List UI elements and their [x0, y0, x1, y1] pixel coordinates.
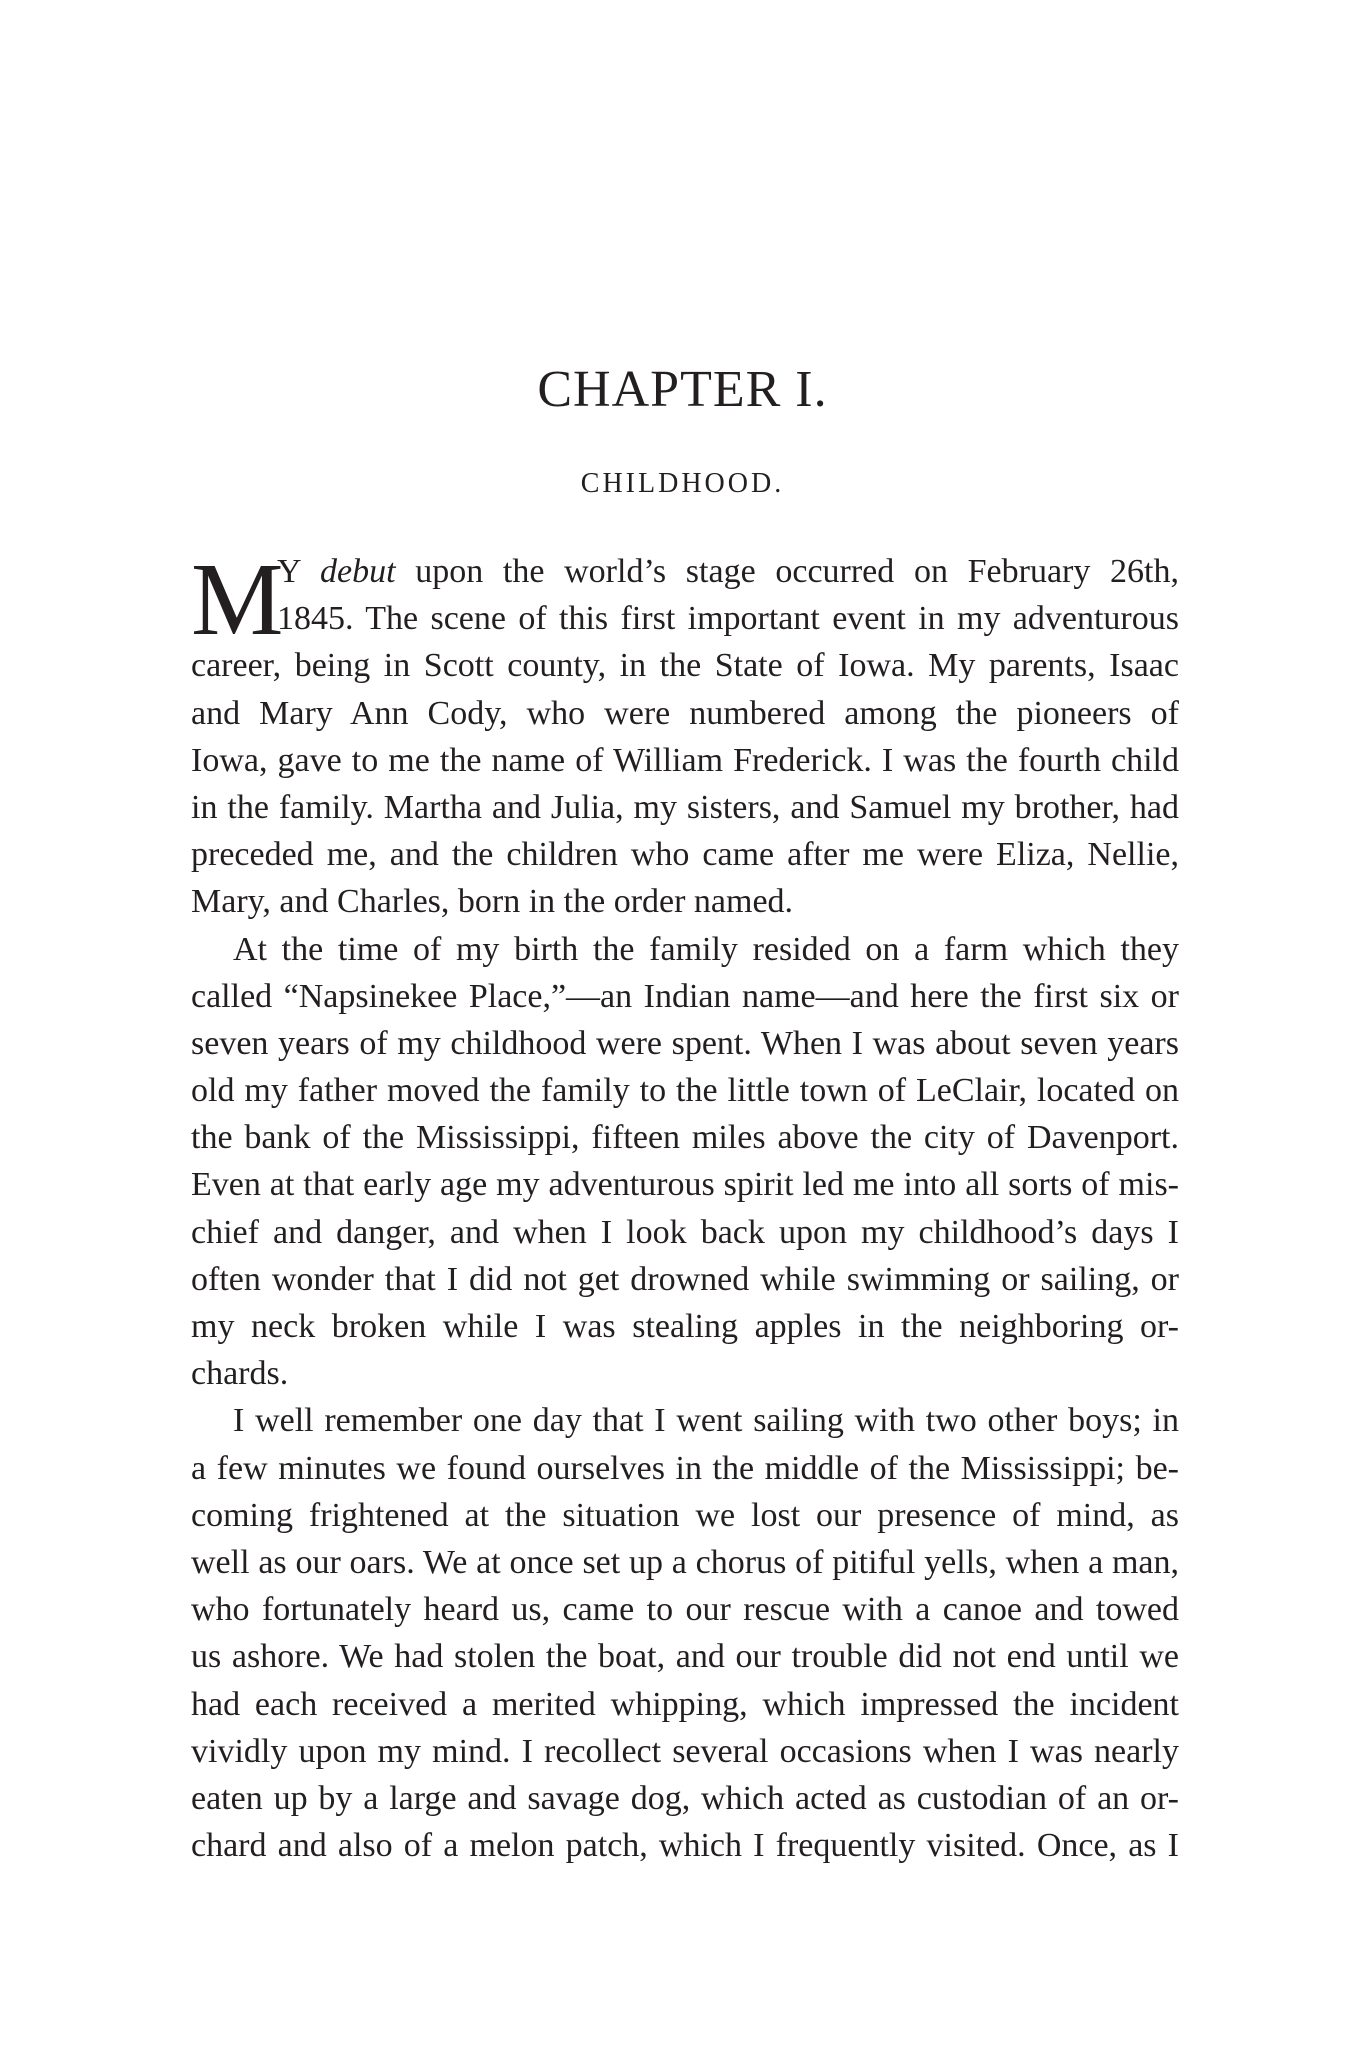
text-line: my neck broken while I was stealing apples in the neighboring or-: [191, 1308, 1179, 1345]
text-line: often wonder that I did not get drowned while swimming or sailing, or: [191, 1260, 1179, 1298]
text-line: Y debut upon the world’s stage occurred on February 26th,: [277, 553, 1179, 590]
text-line: preceded me, and the children who came after me were Eliza, Nellie,: [191, 836, 1179, 874]
drop-cap: M: [191, 542, 284, 657]
text-line: Iowa, gave to me the name of William Frederick. I was the fourth child: [191, 741, 1179, 779]
body-text: [191, 542, 1179, 1869]
text-line: the bank of the Mississippi, fifteen miles above the city of Davenport.: [191, 1119, 1179, 1157]
text-line: called “Napsinekee Place,”—an Indian name—and here the first six or: [191, 977, 1179, 1015]
text-line: Even at that early age my adventurous spirit led me into all sorts of mis-: [191, 1166, 1179, 1204]
text-line: career, being in Scott county, in the State of Iowa. My parents, Isaac: [191, 647, 1179, 685]
text-line: old my father moved the family to the little town of LeClair, located on: [191, 1072, 1179, 1110]
text-line: 1845. The scene of this first important event in my adventurous: [277, 600, 1179, 638]
text-line: I well remember one day that I went sailing with two other boys; in: [233, 1402, 1179, 1440]
text-line: chief and danger, and when I look back upon my childhood’s days I: [191, 1213, 1179, 1251]
text-line: had each received a merited whipping, which impressed the incident: [191, 1685, 1179, 1723]
text-line: coming frightened at the situation we lost our presence of mind, as: [191, 1496, 1179, 1534]
text-line: chard and also of a melon patch, which I frequently visited. Once, as I: [191, 1827, 1179, 1865]
text-line: seven years of my childhood were spent. When I was about seven years: [191, 1024, 1179, 1062]
text-line: At the time of my birth the family resided on a farm which they: [233, 930, 1179, 968]
text-line: vividly upon my mind. I recollect several occasions when I was nearly: [191, 1732, 1179, 1770]
text-line: and Mary Ann Cody, who were numbered among the pioneers of: [191, 694, 1179, 732]
text-line: a few minutes we found ourselves in the middle of the Mississippi; be-: [191, 1449, 1179, 1487]
text-line: well as our oars. We at once set up a chorus of pitiful yells, when a man,: [191, 1543, 1179, 1581]
text-line: in the family. Martha and Julia, my sisters, and Samuel my brother, had: [191, 788, 1179, 826]
text-line: Mary, and Charles, born in the order named.: [191, 883, 794, 921]
text-line: who fortunately heard us, came to our rescue with a canoe and towed: [191, 1591, 1179, 1629]
emphasis: debut: [319, 553, 396, 590]
text-line: chards.: [191, 1355, 289, 1393]
chapter-title: CHAPTER I.: [537, 361, 828, 418]
chapter-subtitle: CHILDHOOD.: [580, 468, 785, 499]
text-line: eaten up by a large and savage dog, which acted as custodian of an or-: [191, 1779, 1179, 1817]
text-line: us ashore. We had stolen the boat, and our trouble did not end until we: [191, 1638, 1179, 1676]
